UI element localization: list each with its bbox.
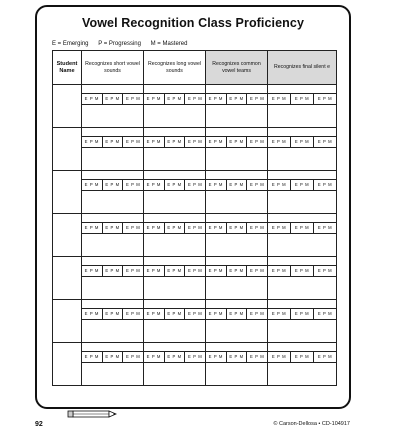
student-name-cell[interactable] [53, 85, 82, 128]
epm-box[interactable]: E P M [103, 180, 124, 190]
epm-box[interactable]: E P M [82, 352, 103, 362]
epm-box[interactable]: E P M [227, 352, 248, 362]
category-cell [144, 214, 206, 257]
epm-box-row [82, 265, 143, 277]
epm-box[interactable]: E P M [268, 94, 291, 104]
epm-box-row [268, 222, 336, 234]
student-row [53, 171, 337, 214]
epm-box[interactable]: E P M [103, 94, 124, 104]
epm-box[interactable]: E P M [317, 96, 333, 101]
epm-box[interactable]: E P M [165, 180, 186, 190]
category-cell [82, 85, 144, 128]
epm-box-row [268, 308, 336, 320]
epm-box[interactable]: E P M [103, 309, 124, 319]
epm-box[interactable]: E P M [250, 354, 265, 359]
epm-box[interactable]: E P M [317, 311, 333, 316]
category-cell [82, 214, 144, 257]
epm-box-row [206, 308, 267, 320]
student-name-cell[interactable] [53, 257, 82, 300]
epm-box-row [206, 222, 267, 234]
category-cell [206, 343, 268, 386]
student-name-cell[interactable] [53, 128, 82, 171]
category-header-long-vowel: Recognizes long vowel sounds [144, 51, 206, 85]
epm-box-row [144, 136, 205, 148]
table-body [53, 85, 337, 386]
proficiency-table [52, 50, 337, 386]
epm-box-row [144, 265, 205, 277]
category-cell [206, 128, 268, 171]
student-name-cell[interactable] [53, 300, 82, 343]
epm-box-row [268, 179, 336, 191]
epm-box[interactable]: E P M [291, 94, 314, 104]
epm-box[interactable]: E P M [165, 352, 186, 362]
epm-box[interactable]: E P M [291, 180, 314, 190]
epm-box[interactable]: E P M [250, 182, 265, 187]
epm-box[interactable]: E P M [268, 223, 291, 233]
epm-box[interactable]: E P M [82, 94, 103, 104]
epm-box[interactable]: E P M [144, 352, 165, 362]
epm-box-row [144, 351, 205, 363]
epm-box[interactable]: E P M [206, 352, 227, 362]
category-header-short-vowel: Recognizes short vowel sounds [82, 51, 144, 85]
epm-box-row [82, 222, 143, 234]
epm-box[interactable]: E P M [206, 94, 227, 104]
epm-box[interactable]: E P M [144, 94, 165, 104]
epm-box[interactable]: E P M [227, 94, 248, 104]
epm-box-row [144, 308, 205, 320]
category-cell [144, 257, 206, 300]
epm-box[interactable]: E P M [126, 311, 141, 316]
epm-box[interactable]: E P M [291, 309, 314, 319]
epm-box[interactable]: E P M [250, 311, 265, 316]
copyright-text: © Carson-Dellosa • CD-104917 [273, 421, 350, 427]
category-cell [206, 85, 268, 128]
epm-box[interactable]: E P M [206, 266, 227, 276]
epm-box[interactable]: E P M [165, 266, 186, 276]
epm-box-row [206, 179, 267, 191]
epm-box-row [82, 351, 143, 363]
epm-box[interactable]: E P M [206, 309, 227, 319]
category-cell [144, 171, 206, 214]
epm-box[interactable]: E P M [165, 94, 186, 104]
epm-box-row [144, 93, 205, 105]
student-row [53, 343, 337, 386]
legend-emerging: E = Emerging [52, 41, 89, 47]
epm-box[interactable]: E P M [291, 266, 314, 276]
category-cell [144, 85, 206, 128]
epm-box-row [268, 93, 336, 105]
epm-box-row [82, 136, 143, 148]
category-cell [144, 343, 206, 386]
student-row [53, 85, 337, 128]
epm-box[interactable]: E P M [188, 139, 203, 144]
epm-box[interactable]: E P M [188, 225, 203, 230]
pencil-icon [67, 410, 117, 418]
epm-box[interactable]: E P M [103, 223, 124, 233]
epm-box[interactable]: E P M [188, 96, 203, 101]
table-header-row [53, 51, 337, 85]
category-cell [268, 300, 337, 343]
category-cell [268, 171, 337, 214]
epm-box[interactable]: E P M [126, 182, 141, 187]
epm-box[interactable]: E P M [188, 354, 203, 359]
epm-box[interactable]: E P M [250, 96, 265, 101]
epm-box[interactable]: E P M [82, 223, 103, 233]
epm-box[interactable]: E P M [82, 137, 103, 147]
category-cell [82, 171, 144, 214]
epm-box[interactable]: E P M [103, 137, 124, 147]
epm-box[interactable]: E P M [227, 137, 248, 147]
category-cell [268, 257, 337, 300]
epm-box[interactable]: E P M [165, 137, 186, 147]
epm-box-row [206, 136, 267, 148]
epm-box[interactable]: E P M [268, 352, 291, 362]
epm-box-row [268, 351, 336, 363]
category-cell [82, 343, 144, 386]
epm-box[interactable]: E P M [103, 266, 124, 276]
category-cell [82, 257, 144, 300]
epm-box[interactable]: E P M [317, 354, 333, 359]
epm-box[interactable]: E P M [165, 309, 186, 319]
epm-box[interactable]: E P M [126, 225, 141, 230]
epm-box[interactable]: E P M [268, 309, 291, 319]
epm-box[interactable]: E P M [144, 266, 165, 276]
student-row [53, 128, 337, 171]
student-name-header: Student Name [53, 51, 82, 85]
category-cell [268, 85, 337, 128]
category-cell [206, 300, 268, 343]
epm-box-row [144, 222, 205, 234]
epm-box[interactable]: E P M [268, 266, 291, 276]
epm-box[interactable]: E P M [250, 268, 265, 273]
epm-box[interactable]: E P M [206, 180, 227, 190]
epm-box-row [82, 179, 143, 191]
epm-box[interactable]: E P M [126, 268, 141, 273]
epm-box[interactable]: E P M [188, 311, 203, 316]
epm-box[interactable]: E P M [291, 137, 314, 147]
epm-box[interactable]: E P M [126, 354, 141, 359]
category-cell [268, 214, 337, 257]
category-header-silent-e: Recognizes final silent e [268, 51, 337, 85]
epm-box[interactable]: E P M [291, 223, 314, 233]
epm-box[interactable]: E P M [227, 266, 248, 276]
category-cell [144, 300, 206, 343]
epm-box-row [206, 265, 267, 277]
page-number: 92 [35, 421, 43, 428]
category-cell [82, 300, 144, 343]
epm-box[interactable]: E P M [227, 180, 248, 190]
epm-box-row [206, 351, 267, 363]
student-name-cell[interactable] [53, 343, 82, 386]
epm-box[interactable]: E P M [206, 137, 227, 147]
epm-box[interactable]: E P M [317, 182, 333, 187]
epm-box-row [206, 93, 267, 105]
epm-box[interactable]: E P M [82, 266, 103, 276]
epm-box[interactable]: E P M [126, 139, 141, 144]
epm-box[interactable]: E P M [317, 139, 333, 144]
epm-box[interactable]: E P M [268, 180, 291, 190]
category-cell [206, 214, 268, 257]
category-cell [206, 257, 268, 300]
epm-box[interactable]: E P M [144, 223, 165, 233]
category-cell [206, 171, 268, 214]
epm-box[interactable]: E P M [144, 137, 165, 147]
student-row [53, 300, 337, 343]
student-name-cell[interactable] [53, 214, 82, 257]
epm-box[interactable]: E P M [82, 309, 103, 319]
category-header-vowel-teams: Recognizes common vowel teams [206, 51, 268, 85]
student-row [53, 257, 337, 300]
epm-box[interactable]: E P M [268, 137, 291, 147]
epm-box[interactable]: E P M [227, 223, 248, 233]
epm-box-row [144, 179, 205, 191]
epm-box[interactable]: E P M [250, 225, 265, 230]
legend-progressing: P = Progressing [98, 41, 141, 47]
epm-box[interactable]: E P M [227, 309, 248, 319]
epm-box[interactable]: E P M [188, 182, 203, 187]
student-row [53, 214, 337, 257]
category-cell [144, 128, 206, 171]
epm-box-row [268, 136, 336, 148]
epm-box[interactable]: E P M [317, 268, 333, 273]
epm-box-row [82, 93, 143, 105]
epm-box[interactable]: E P M [250, 139, 265, 144]
epm-box-row [82, 308, 143, 320]
legend-mastered: M = Mastered [150, 41, 188, 47]
page-title: Vowel Recognition Class Proficiency [81, 16, 305, 30]
legend [52, 41, 195, 47]
student-name-cell[interactable] [53, 171, 82, 214]
epm-box-row [268, 265, 336, 277]
category-cell [82, 128, 144, 171]
epm-box[interactable]: E P M [144, 180, 165, 190]
epm-box[interactable]: E P M [165, 223, 186, 233]
epm-box[interactable]: E P M [206, 223, 227, 233]
epm-box[interactable]: E P M [103, 352, 124, 362]
epm-box[interactable]: E P M [188, 268, 203, 273]
epm-box[interactable]: E P M [82, 180, 103, 190]
category-cell [268, 343, 337, 386]
epm-box[interactable]: E P M [126, 96, 141, 101]
category-cell [268, 128, 337, 171]
epm-box[interactable]: E P M [291, 352, 314, 362]
epm-box[interactable]: E P M [317, 225, 333, 230]
epm-box[interactable]: E P M [144, 309, 165, 319]
